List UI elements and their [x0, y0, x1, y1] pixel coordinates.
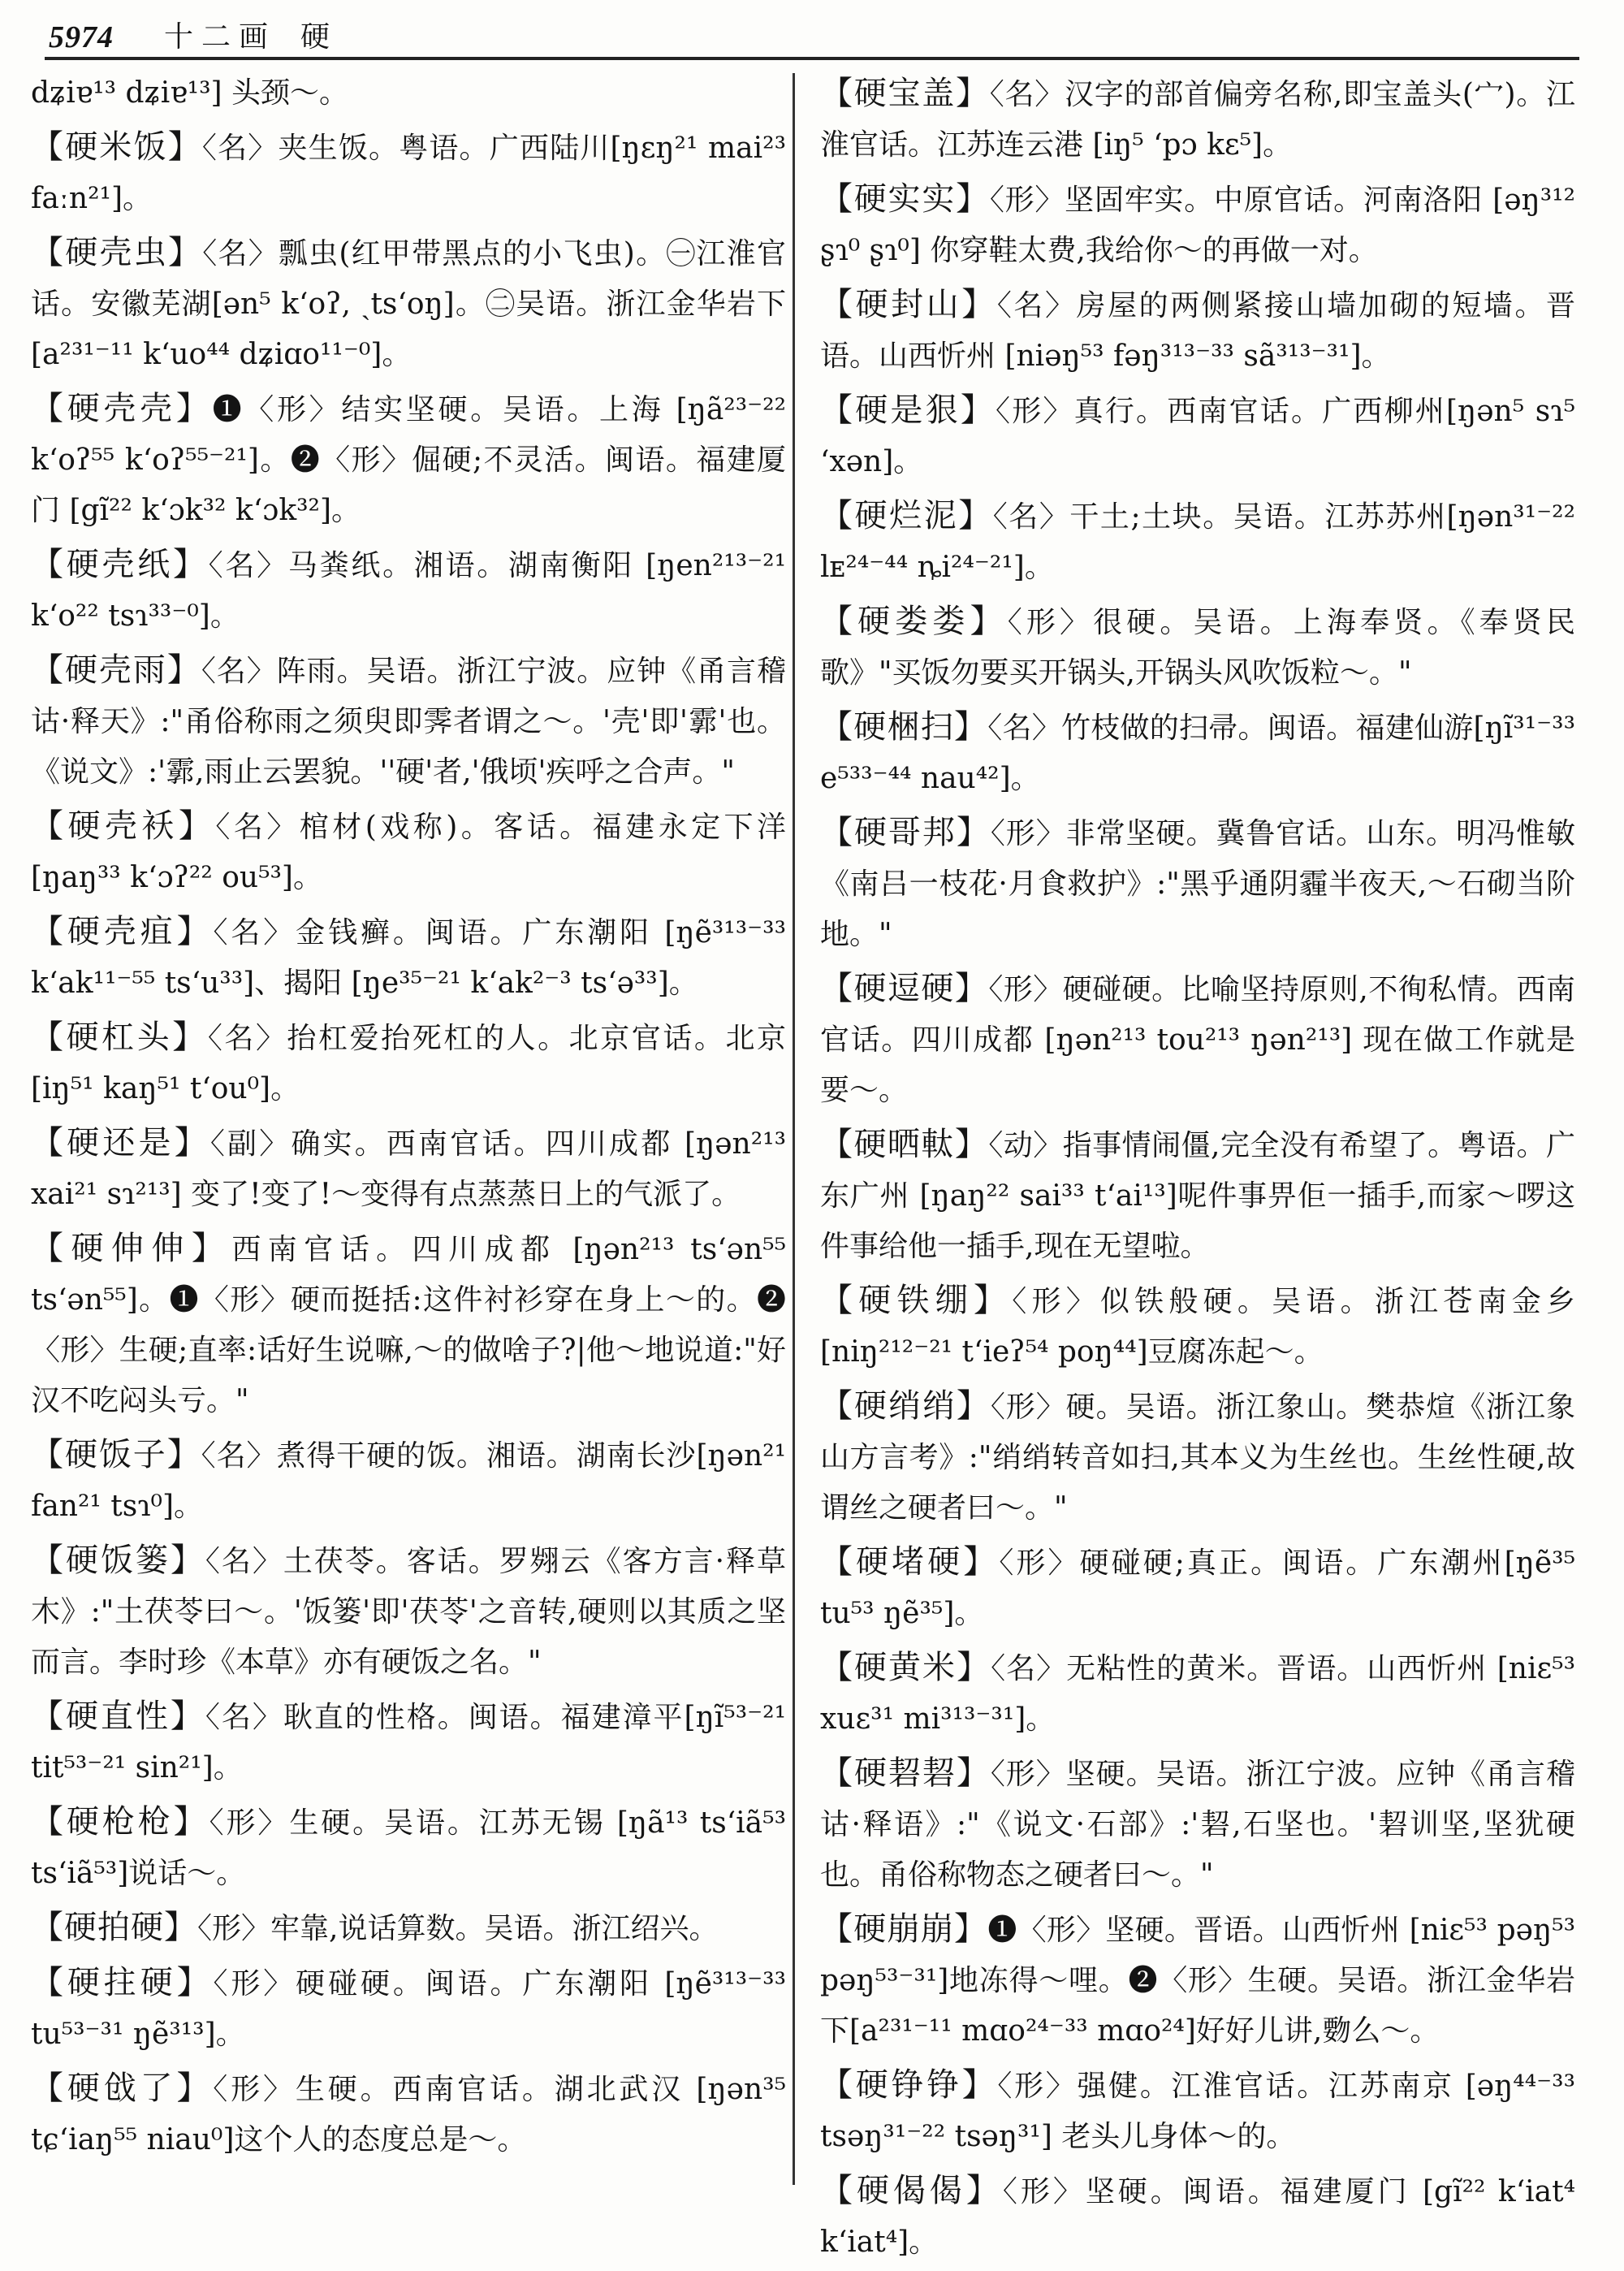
dictionary-entry [820, 807, 1575, 960]
entry-definition: 〈名〉抬杠爱抬死杠的人。北京官话。北京 [iŋ⁵¹ kaŋ⁵¹ tʻou⁰]。 [31, 1022, 787, 1105]
entry-headword: 【 硬逗硬 】 [820, 970, 988, 1007]
dictionary-entry [31, 1535, 786, 1688]
page-number: 5974 [49, 20, 114, 54]
column-divider [793, 73, 795, 2185]
entry-definition: 〈形〉很硬。吴语。上海奉贤。《奉贤民歌》"买饭勿要买开锅头,开锅头风吹饭粒～。" [820, 606, 1576, 690]
dictionary-entry [820, 68, 1575, 171]
dictionary-entry [31, 539, 786, 642]
entry-headword: 【 硬哥邦 】 [820, 814, 991, 851]
entry-headword: 【 硬烂泥 】 [820, 497, 993, 534]
dictionary-entry [820, 1904, 1575, 2057]
continuation-text: dʑiɐ¹³ dʑiɐ¹³] 头颈～。 [31, 76, 349, 110]
entry-definition: 〈形〉硬。吴语。浙江象山。樊恭煊《浙江象山方言考》:"绡绡转音如扫,其本义为生丝也。生丝性硬,故谓丝之硬者曰～。" [820, 1391, 1576, 1525]
dictionary-entry [820, 702, 1575, 804]
entry-headword: 【 硬封山 】 [820, 286, 997, 323]
entry-headword: 【 硬偈偈 】 [820, 2172, 1003, 2209]
entry-headword: 【 硬铁绷 】 [820, 1282, 1012, 1319]
entry-definition: 〈动〉指事情闹僵,完全没有希望了。粤语。广东广州 [ŋaŋ²² sai³³ tʻai¹³]呢件事畀佢一插手,而家～啰这件事给他一插手,现在无望啦。 [820, 1129, 1576, 1263]
entry-headword: 【 硬伸伸 】 [31, 1230, 231, 1267]
dictionary-entry [31, 645, 786, 798]
entry-definition: 〈形〉硬碰硬。闽语。广东潮阳 [ŋẽ³¹³⁻³³ tu⁵³⁻³¹ ŋẽ³¹³]。 [31, 1967, 787, 2051]
entry-definition: 〈形〉生硬。西南官话。湖北武汉 [ŋən³⁵ tɕʻiaŋ⁵⁵ niau⁰]这个人的态度总是～。 [31, 2073, 787, 2156]
dictionary-entry [31, 1223, 786, 1426]
entry-headword: 【 硬壳虫 】 [31, 234, 202, 271]
entry-definition: 〈形〉硬碰硬;真正。闽语。广东潮州[ŋẽ³⁵ tu⁵³ ŋẽ³⁵]。 [820, 1546, 1576, 1630]
entry-headword: 【 硬拄硬 】 [31, 1964, 214, 2001]
entry-definition: 〈形〉生硬。吴语。江苏无锡 [ŋã¹³ tsʻiã⁵³ tsʻiã⁵³]说话～。 [31, 1806, 787, 1890]
header-character: 硬 [300, 20, 330, 54]
entry-headword: 【 硬壳雨 】 [31, 651, 201, 689]
dictionary-entry [31, 1012, 786, 1114]
entry-headword: 【 硬壳袄 】 [31, 807, 215, 845]
entry-definition: 〈名〉夹生饭。粤语。广西陆川[ŋɛŋ²¹ mai²³ faːn²¹]。 [31, 132, 787, 215]
entry-definition: 〈名〉金钱癣。闽语。广东潮阳 [ŋẽ³¹³⁻³³ kʻak¹¹⁻⁵⁵ tsʻu³³]、揭阳 [ŋe³⁵⁻²¹ kʻak²⁻³ tsʻə³³]。 [31, 916, 787, 1000]
entry-headword: 【 硬还是 】 [31, 1124, 210, 1161]
dictionary-entry [820, 1748, 1575, 1901]
entry-definition: 〈形〉坚硬。闽语。福建厦门 [gĩ²² kʻiat⁴ kʻiat⁴]。 [820, 2175, 1576, 2259]
entry-definition: 〈形〉硬碰硬。比喻坚持原则,不徇私情。西南官话。四川成都 [ŋən²¹³ tou²¹³ ŋən²¹³] 现在做工作就是要～。 [820, 973, 1576, 1107]
entry-headword: 【 硬梱扫 】 [820, 708, 987, 746]
entry-headword: 【 硬饭篓 】 [31, 1542, 205, 1579]
entry-definition: 〈名〉土茯苓。客话。罗翙云《客方言·释草木》:"土茯苓曰～。'饭篓'即'茯苓'之音转,硬则以其质之坚而言。李时珍《本草》亦有硬饭之名。" [31, 1545, 787, 1679]
dictionary-entry [31, 1902, 786, 1954]
entry-definition: 〈名〉耿直的性格。闽语。福建漳平[ŋĩ⁵³⁻²¹ tit⁵³⁻²¹ sin²¹]。 [31, 1701, 787, 1784]
dictionary-entry [31, 227, 786, 380]
entry-definition: 〈名〉煮得干硬的饭。湘语。湖南长沙[ŋən²¹ fan²¹ tsɿ⁰]。 [31, 1439, 787, 1523]
entry-definition: 〈名〉汉字的部首偏旁名称,即宝盖头(宀)。江淮官话。江苏连云港 [iŋ⁵ ʻpɔ kɛ⁵]。 [820, 78, 1575, 162]
entry-definition: 〈名〉竹枝做的扫帚。闽语。福建仙游[ŋĩ³¹⁻³³ e⁵³³⁻⁴⁴ nau⁴²]。 [820, 712, 1576, 795]
entry-definition: 〈形〉强健。江淮官话。江苏南京 [əŋ⁴⁴⁻³³ tsəŋ³¹⁻²² tsəŋ³¹] 老头儿身体～的。 [820, 2070, 1576, 2153]
dictionary-entry [31, 383, 786, 536]
entry-headword: 【 硬拍硬 】 [31, 1909, 197, 1946]
section-label: 十二画 [164, 20, 277, 54]
dictionary-entry [31, 1118, 786, 1220]
dictionary-entry [31, 2063, 786, 2165]
entry-definition: 〈名〉棺材(戏称)。客话。福建永定下洋 [ŋaŋ³³ kʻɔʔ²² ou⁵³]。 [31, 811, 787, 894]
left-column [31, 68, 786, 2169]
entry-headword: 【 硬饭子 】 [31, 1436, 201, 1473]
entry-headword: 【 硬壳疽 】 [31, 913, 214, 950]
entry-headword: 【 硬枪枪 】 [31, 1803, 209, 1841]
entry-definition: 〈副〉确实。西南官话。四川成都 [ŋən²¹³ xai²¹ sɿ²¹³] 变了!变了!～变得有点蒸蒸日上的气派了。 [31, 1127, 787, 1211]
entry-headword: 【 硬绡绡 】 [820, 1387, 991, 1425]
entry-definition: 〈形〉牢靠,说话算数。吴语。浙江绍兴。 [197, 1912, 719, 1945]
entry-definition: 西南官话。四川成都 [ŋən²¹³ tsʻən⁵⁵ tsʻən⁵⁵]。❶〈形〉硬而挺括:这件衬衫穿在身上～的。❷〈形〉生硬;直率:话好生说嘛,～的做啥子?|他～地说道:"好汉不吃闷头亏。" [31, 1233, 787, 1417]
entry-definition: 〈名〉干土;土块。吴语。江苏苏州[ŋən³¹⁻²² lᴇ²⁴⁻⁴⁴ ȵi²⁴⁻²¹]。 [820, 500, 1576, 584]
dictionary-entry [31, 1691, 786, 1793]
entry-definition: 〈名〉马粪纸。湘语。湖南衡阳 [ŋen²¹³⁻²¹ kʻo²² tsɿ³³⁻⁰]。 [31, 549, 787, 633]
entry-definition: ❶〈形〉结实坚硬。吴语。上海 [ŋã²³⁻²² kʻoʔ⁵⁵ kʻoʔ⁵⁵⁻²¹]。❷〈形〉倔硬;不灵活。闽语。福建厦门 [gĩ²² kʻɔk³² kʻɔk³²]。 [31, 393, 787, 527]
dictionary-entry [820, 1381, 1575, 1533]
header-rule [45, 57, 1579, 60]
entry-definition: 〈形〉似铁般硬。吴语。浙江苍南金乡[niŋ²¹²⁻²¹ tʻieʔ⁵⁴ poŋ⁴⁴]豆腐冻起～。 [820, 1285, 1576, 1369]
entry-headword: 【 硬铮铮 】 [820, 2066, 997, 2104]
entry-headword: 【 硬杠头 】 [31, 1019, 208, 1056]
dictionary-entry [820, 2165, 1575, 2268]
dictionary-entry [31, 122, 786, 224]
entry-headword: 【 硬黄米 】 [820, 1649, 991, 1686]
right-column [820, 68, 1575, 2271]
entry-definition: 〈形〉真行。西南官话。广西柳州[ŋən⁵ sɿ⁵ ʻxən]。 [820, 395, 1576, 478]
entry-headword: 【 硬戗了 】 [31, 2070, 213, 2107]
entry-definition: 〈名〉房屋的两侧紧接山墙加砌的短墙。晋语。山西忻州 [niəŋ⁵³ fəŋ³¹³⁻³³ sã³¹³⁻³¹]。 [820, 289, 1576, 373]
dictionary-entry [820, 1119, 1575, 1272]
page-header [49, 11, 330, 55]
dictionary-entry [820, 1537, 1575, 1639]
entry-definition: ❶〈形〉坚硬。晋语。山西忻州 [niɛ⁵³ pəŋ⁵³ pəŋ⁵³⁻³¹]地冻得～哩。❷〈形〉生硬。吴语。浙江金华岩下[a²³¹⁻¹¹ mɑo²⁴⁻³³ mɑo²⁴]好好儿讲,覅么～。 [820, 1914, 1576, 2048]
entry-headword: 【 硬䂮䂮 】 [820, 1754, 991, 1792]
dictionary-entry [31, 1957, 786, 2060]
entry-headword: 【 硬崩崩 】 [820, 1910, 987, 1948]
entry-headword: 【 硬直性 】 [31, 1698, 205, 1735]
entry-definition: 〈形〉坚固牢实。中原官话。河南洛阳 [əŋ³¹² ʂɿ⁰ ʂɿ⁰] 你穿鞋太费,我给你～的再做一对。 [820, 184, 1576, 267]
dictionary-entry [820, 596, 1575, 699]
dictionary-entry [820, 1275, 1575, 1378]
dictionary-entry [31, 801, 786, 903]
entry-definition: 〈形〉非常坚硬。冀鲁官话。山东。明冯惟敏《南吕一枝花·月食救护》:"黑乎通阴霾半夜天,～石砌当阶地。" [820, 817, 1576, 951]
entry-definition: 〈名〉瓢虫(红甲带黑点的小飞虫)。㊀江淮官话。安徽芜湖[ən⁵ kʻoʔ, ˏtsʻoŋ]。㊁吴语。浙江金华岩下 [a²³¹⁻¹¹ kʻuo⁴⁴ dʑiɑo¹¹⁻⁰]。 [31, 237, 787, 371]
entry-definition: 〈名〉阵雨。吴语。浙江宁波。应钟《甬言稽诂·释天》:"甬俗称雨之须臾即霁者谓之～。'壳'即'霩'也。《说文》:'霩,雨止云罢貌。''硬'者,'俄顷'疾呼之合声。" [31, 655, 787, 789]
dictionary-entry [820, 491, 1575, 593]
entry-definition: 〈名〉无粘性的黄米。晋语。山西忻州 [niɛ⁵³ xuɛ³¹ mi³¹³⁻³¹]。 [820, 1652, 1576, 1736]
entry-headword: 【 硬娄娄 】 [820, 603, 1008, 640]
dictionary-entry [820, 963, 1575, 1116]
entry-headword: 【 硬壳纸 】 [31, 546, 209, 583]
dictionary-entry [31, 1797, 786, 1899]
dictionary-entry [31, 906, 786, 1009]
entry-headword: 【 硬是狠 】 [820, 391, 996, 429]
entry-headword: 【 硬晒軚 】 [820, 1126, 988, 1163]
dictionary-entry [820, 279, 1575, 382]
dictionary-entry [820, 2060, 1575, 2162]
entry-headword: 【 硬宝盖 】 [820, 75, 990, 112]
entry-headword: 【 硬米饭 】 [31, 128, 202, 166]
dictionary-entry [820, 385, 1575, 487]
dictionary-entry [820, 174, 1575, 276]
dictionary-entry [820, 1642, 1575, 1745]
dictionary-entry [31, 1430, 786, 1532]
entry-definition: 〈形〉坚硬。吴语。浙江宁波。应钟《甬言稽诂·释语》:"《说文·石部》:'䂮,石坚也。'䂮训坚,坚犹硬也。甬俗称物态之硬者曰～。" [820, 1758, 1576, 1892]
entry-headword: 【 硬壳壳 】 [31, 390, 213, 427]
entry-headword: 【 硬堵硬 】 [820, 1543, 999, 1581]
entry-headword: 【 硬实实 】 [820, 180, 990, 218]
